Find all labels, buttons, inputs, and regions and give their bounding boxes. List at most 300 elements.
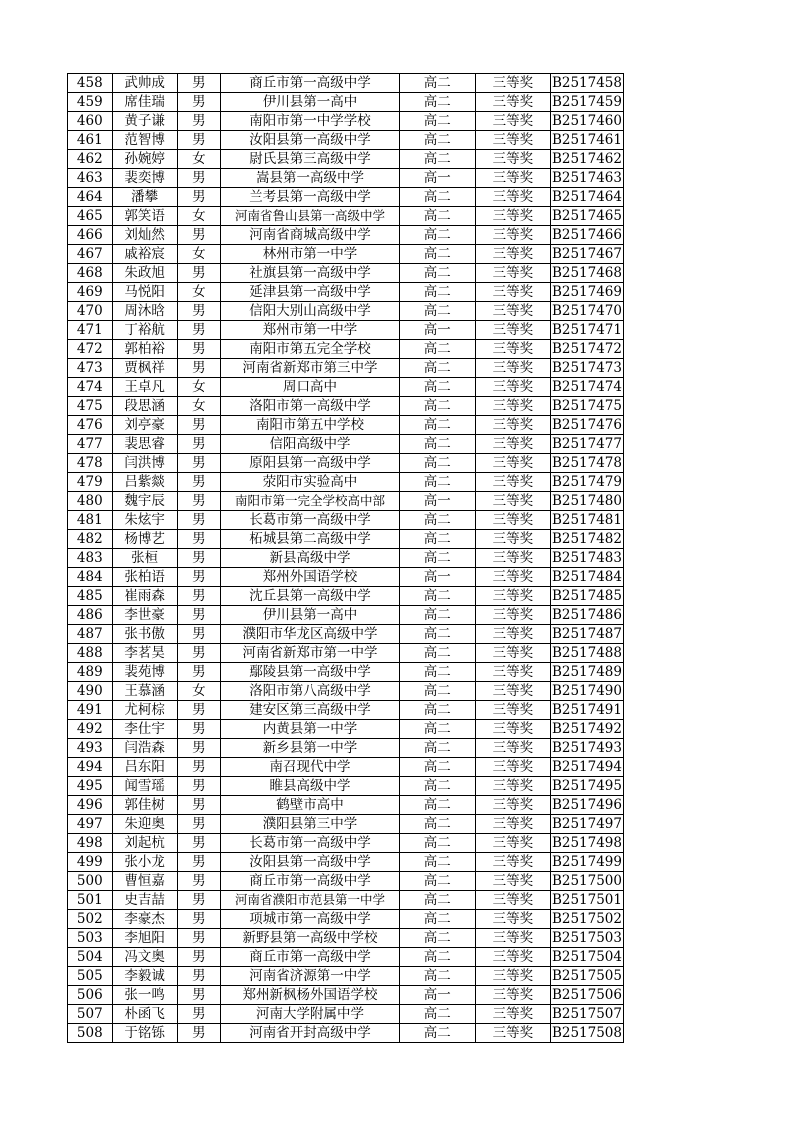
- student-name: 王卓凡: [112, 378, 177, 397]
- student-name: 魏宇辰: [112, 492, 177, 511]
- grade-level: 高二: [399, 720, 475, 739]
- school-name: 新县高级中学: [221, 549, 400, 568]
- certificate-number: B2517490: [551, 683, 622, 699]
- certificate-number: B2517482: [551, 531, 622, 547]
- award-level: 三等奖: [475, 93, 550, 112]
- award-level: 三等奖: [475, 492, 550, 511]
- award-level: 三等奖: [475, 264, 550, 283]
- grade-level: 高一: [399, 169, 475, 188]
- row-number: 477: [68, 435, 113, 454]
- award-list-table: [67, 73, 624, 1043]
- student-gender: 男: [177, 834, 221, 853]
- certificate-number: B2517503: [551, 930, 622, 946]
- certificate-number: B2517465: [551, 208, 622, 224]
- student-gender: 男: [177, 131, 221, 150]
- student-name: 李茗昊: [112, 644, 177, 663]
- grade-level: 高二: [399, 245, 475, 264]
- student-name: 裴思睿: [112, 435, 177, 454]
- school-name: 柘城县第二高级中学: [221, 530, 400, 549]
- student-gender: 男: [177, 929, 221, 948]
- certificate-number: B2517468: [551, 265, 622, 281]
- school-name: 河南省鲁山县第一高级中学: [221, 207, 400, 226]
- certificate-number: B2517461: [551, 132, 622, 148]
- certificate-number: B2517470: [551, 303, 622, 319]
- student-gender: 男: [177, 606, 221, 625]
- certificate-number: B2517462: [551, 151, 622, 167]
- award-level: 三等奖: [475, 986, 550, 1005]
- award-level: 三等奖: [475, 606, 550, 625]
- student-gender: 男: [177, 549, 221, 568]
- award-level: 三等奖: [475, 1005, 550, 1024]
- award-level: 三等奖: [475, 435, 550, 454]
- student-name: 闫浩森: [112, 739, 177, 758]
- table-row: [68, 853, 624, 872]
- award-level: 三等奖: [475, 416, 550, 435]
- award-level: 三等奖: [475, 473, 550, 492]
- school-name: 郑州市第一中学: [221, 321, 400, 340]
- grade-level: 高二: [399, 93, 475, 112]
- student-name: 朱迎奥: [112, 815, 177, 834]
- award-level: 三等奖: [475, 777, 550, 796]
- school-name: 长葛市第一高级中学: [221, 511, 400, 530]
- student-gender: 男: [177, 891, 221, 910]
- student-gender: 男: [177, 74, 221, 93]
- certificate-number: B2517483: [551, 550, 622, 566]
- student-gender: 男: [177, 359, 221, 378]
- student-gender: 男: [177, 701, 221, 720]
- table-row: [68, 359, 624, 378]
- certificate-number: B2517485: [551, 588, 622, 604]
- award-level: 三等奖: [475, 150, 550, 169]
- row-number: 490: [68, 682, 113, 701]
- student-name: 冯文奥: [112, 948, 177, 967]
- certificate-number: B2517508: [551, 1025, 622, 1041]
- student-gender: 男: [177, 967, 221, 986]
- grade-level: 高二: [399, 834, 475, 853]
- table-row: [68, 929, 624, 948]
- student-gender: 男: [177, 796, 221, 815]
- student-name: 戚裕宸: [112, 245, 177, 264]
- grade-level: 高二: [399, 264, 475, 283]
- award-level: 三等奖: [475, 967, 550, 986]
- grade-level: 高二: [399, 454, 475, 473]
- student-name: 张柏语: [112, 568, 177, 587]
- certificate-number: B2517473: [551, 360, 622, 376]
- award-level: 三等奖: [475, 169, 550, 188]
- table-row: [68, 568, 624, 587]
- school-name: 林州市第一中学: [221, 245, 400, 264]
- student-name: 贾枫祥: [112, 359, 177, 378]
- award-level: 三等奖: [475, 701, 550, 720]
- grade-level: 高二: [399, 150, 475, 169]
- table-row: [68, 511, 624, 530]
- certificate-number: B2517496: [551, 797, 622, 813]
- row-number: 467: [68, 245, 113, 264]
- table-row: [68, 872, 624, 891]
- school-name: 尉氏县第三高级中学: [221, 150, 400, 169]
- award-level: 三等奖: [475, 530, 550, 549]
- grade-level: 高二: [399, 1005, 475, 1024]
- row-number: 470: [68, 302, 113, 321]
- school-name: 河南大学附属中学: [221, 1005, 400, 1024]
- student-name: 朱炫宇: [112, 511, 177, 530]
- grade-level: 高二: [399, 1024, 475, 1043]
- table-row: [68, 701, 624, 720]
- row-number: 497: [68, 815, 113, 834]
- student-name: 刘亭豪: [112, 416, 177, 435]
- school-name: 河南省新郑市第三中学: [221, 359, 400, 378]
- grade-level: 高二: [399, 207, 475, 226]
- grade-level: 高一: [399, 986, 475, 1005]
- table-row: [68, 226, 624, 245]
- table-row: [68, 644, 624, 663]
- certificate-number: B2517478: [551, 455, 622, 471]
- student-name: 张一鸣: [112, 986, 177, 1005]
- school-name: 鹤壁市高中: [221, 796, 400, 815]
- row-number: 463: [68, 169, 113, 188]
- award-level: 三等奖: [475, 397, 550, 416]
- row-number: 489: [68, 663, 113, 682]
- row-number: 504: [68, 948, 113, 967]
- grade-level: 高二: [399, 891, 475, 910]
- student-gender: 男: [177, 473, 221, 492]
- table-row: [68, 834, 624, 853]
- grade-level: 高二: [399, 226, 475, 245]
- certificate-number: B2517493: [551, 740, 622, 756]
- certificate-number: B2517506: [551, 987, 622, 1003]
- row-number: 465: [68, 207, 113, 226]
- table-row: [68, 302, 624, 321]
- table-row: [68, 131, 624, 150]
- school-name: 河南省开封高级中学: [221, 1024, 400, 1043]
- student-name: 曹恒嘉: [112, 872, 177, 891]
- school-name: 荥阳市实验高中: [221, 473, 400, 492]
- certificate-number: B2517484: [551, 569, 622, 585]
- student-name: 裴奕博: [112, 169, 177, 188]
- student-gender: 男: [177, 511, 221, 530]
- student-gender: 男: [177, 302, 221, 321]
- row-number: 480: [68, 492, 113, 511]
- student-gender: 男: [177, 777, 221, 796]
- student-name: 吕紫燚: [112, 473, 177, 492]
- student-gender: 男: [177, 644, 221, 663]
- row-number: 483: [68, 549, 113, 568]
- grade-level: 高二: [399, 587, 475, 606]
- school-name: 郑州新枫杨外国语学校: [221, 986, 400, 1005]
- certificate-number: B2517460: [551, 113, 622, 129]
- school-name: 项城市第一高级中学: [221, 910, 400, 929]
- student-name: 潘攀: [112, 188, 177, 207]
- table-row: [68, 93, 624, 112]
- student-name: 朱政旭: [112, 264, 177, 283]
- school-name: 河南省济源第一中学: [221, 967, 400, 986]
- certificate-number: B2517488: [551, 645, 622, 661]
- row-number: 485: [68, 587, 113, 606]
- student-name: 周沐晗: [112, 302, 177, 321]
- award-level: 三等奖: [475, 378, 550, 397]
- school-name: 郑州外国语学校: [221, 568, 400, 587]
- student-gender: 男: [177, 435, 221, 454]
- school-name: 信阳大别山高级中学: [221, 302, 400, 321]
- grade-level: 高二: [399, 112, 475, 131]
- student-name: 段思涵: [112, 397, 177, 416]
- school-name: 建安区第三高级中学: [221, 701, 400, 720]
- grade-level: 高二: [399, 815, 475, 834]
- table-row: [68, 815, 624, 834]
- row-number: 459: [68, 93, 113, 112]
- student-gender: 男: [177, 112, 221, 131]
- grade-level: 高二: [399, 378, 475, 397]
- table-row: [68, 435, 624, 454]
- row-number: 466: [68, 226, 113, 245]
- row-number: 506: [68, 986, 113, 1005]
- award-level: 三等奖: [475, 853, 550, 872]
- grade-level: 高二: [399, 872, 475, 891]
- school-name: 新乡县第一中学: [221, 739, 400, 758]
- school-name: 商丘市第一高级中学: [221, 74, 400, 93]
- row-number: 474: [68, 378, 113, 397]
- student-name: 尤柯棕: [112, 701, 177, 720]
- certificate-number: B2517507: [551, 1006, 622, 1022]
- award-level: 三等奖: [475, 625, 550, 644]
- school-name: 内黄县第一中学: [221, 720, 400, 739]
- certificate-number: B2517491: [551, 702, 622, 718]
- row-number: 482: [68, 530, 113, 549]
- grade-level: 高二: [399, 435, 475, 454]
- table-row: [68, 340, 624, 359]
- student-name: 孙婉婷: [112, 150, 177, 169]
- certificate-number: B2517458: [551, 75, 622, 91]
- row-number: 505: [68, 967, 113, 986]
- school-name: 河南省濮阳市范县第一中学: [221, 891, 400, 910]
- student-name: 崔雨森: [112, 587, 177, 606]
- student-gender: 男: [177, 815, 221, 834]
- school-name: 河南省新郑市第一中学: [221, 644, 400, 663]
- award-level: 三等奖: [475, 929, 550, 948]
- certificate-number: B2517480: [551, 493, 622, 509]
- row-number: 478: [68, 454, 113, 473]
- table-row: [68, 492, 624, 511]
- student-name: 李旭阳: [112, 929, 177, 948]
- row-number: 462: [68, 150, 113, 169]
- row-number: 476: [68, 416, 113, 435]
- row-number: 494: [68, 758, 113, 777]
- grade-level: 高二: [399, 777, 475, 796]
- student-name: 郭柏裕: [112, 340, 177, 359]
- school-name: 嵩县第一高级中学: [221, 169, 400, 188]
- certificate-number: B2517469: [551, 284, 622, 300]
- award-list-body: [68, 74, 624, 1043]
- table-row: [68, 758, 624, 777]
- student-gender: 男: [177, 93, 221, 112]
- award-level: 三等奖: [475, 872, 550, 891]
- school-name: 汝阳县第一高级中学: [221, 853, 400, 872]
- row-number: 468: [68, 264, 113, 283]
- table-row: [68, 948, 624, 967]
- student-name: 裴苑博: [112, 663, 177, 682]
- row-number: 493: [68, 739, 113, 758]
- student-gender: 男: [177, 340, 221, 359]
- student-gender: 男: [177, 853, 221, 872]
- student-name: 李豪杰: [112, 910, 177, 929]
- table-row: [68, 188, 624, 207]
- table-row: [68, 910, 624, 929]
- certificate-number: B2517477: [551, 436, 622, 452]
- table-row: [68, 473, 624, 492]
- certificate-number: B2517494: [551, 759, 622, 775]
- row-number: 460: [68, 112, 113, 131]
- table-row: [68, 682, 624, 701]
- grade-level: 高一: [399, 492, 475, 511]
- student-name: 郭佳树: [112, 796, 177, 815]
- school-name: 鄢陵县第一高级中学: [221, 663, 400, 682]
- row-number: 473: [68, 359, 113, 378]
- grade-level: 高二: [399, 74, 475, 93]
- student-gender: 男: [177, 188, 221, 207]
- student-name: 李毅诚: [112, 967, 177, 986]
- student-name: 吕东阳: [112, 758, 177, 777]
- row-number: 469: [68, 283, 113, 302]
- school-name: 兰考县第一高级中学: [221, 188, 400, 207]
- award-level: 三等奖: [475, 207, 550, 226]
- row-number: 508: [68, 1024, 113, 1043]
- grade-level: 高二: [399, 302, 475, 321]
- grade-level: 高二: [399, 511, 475, 530]
- school-name: 伊川县第一高中: [221, 93, 400, 112]
- school-name: 信阳高级中学: [221, 435, 400, 454]
- student-gender: 男: [177, 169, 221, 188]
- award-level: 三等奖: [475, 454, 550, 473]
- certificate-number: B2517502: [551, 911, 622, 927]
- certificate-number: B2517479: [551, 474, 622, 490]
- award-level: 三等奖: [475, 739, 550, 758]
- table-row: [68, 397, 624, 416]
- student-name: 黄子谦: [112, 112, 177, 131]
- student-gender: 男: [177, 226, 221, 245]
- student-name: 刘灿然: [112, 226, 177, 245]
- student-gender: 男: [177, 568, 221, 587]
- table-row: [68, 207, 624, 226]
- grade-level: 高二: [399, 929, 475, 948]
- student-gender: 男: [177, 264, 221, 283]
- row-number: 502: [68, 910, 113, 929]
- school-name: 睢县高级中学: [221, 777, 400, 796]
- table-row: [68, 245, 624, 264]
- award-level: 三等奖: [475, 910, 550, 929]
- student-gender: 男: [177, 587, 221, 606]
- certificate-number: B2517464: [551, 189, 622, 205]
- student-gender: 男: [177, 739, 221, 758]
- student-gender: 男: [177, 454, 221, 473]
- award-level: 三等奖: [475, 587, 550, 606]
- grade-level: 高二: [399, 758, 475, 777]
- student-name: 郭笑语: [112, 207, 177, 226]
- award-level: 三等奖: [475, 340, 550, 359]
- certificate-number: B2517481: [551, 512, 622, 528]
- student-gender: 男: [177, 321, 221, 340]
- student-name: 张桓: [112, 549, 177, 568]
- row-number: 475: [68, 397, 113, 416]
- school-name: 商丘市第一高级中学: [221, 872, 400, 891]
- certificate-number: B2517495: [551, 778, 622, 794]
- school-name: 伊川县第一高中: [221, 606, 400, 625]
- grade-level: 高二: [399, 416, 475, 435]
- school-name: 南召现代中学: [221, 758, 400, 777]
- award-level: 三等奖: [475, 359, 550, 378]
- row-number: 499: [68, 853, 113, 872]
- table-row: [68, 454, 624, 473]
- table-row: [68, 625, 624, 644]
- student-name: 闻雪瑶: [112, 777, 177, 796]
- school-name: 沈丘县第一高级中学: [221, 587, 400, 606]
- award-level: 三等奖: [475, 891, 550, 910]
- row-number: 488: [68, 644, 113, 663]
- table-row: [68, 321, 624, 340]
- row-number: 479: [68, 473, 113, 492]
- row-number: 471: [68, 321, 113, 340]
- student-gender: 男: [177, 530, 221, 549]
- school-name: 洛阳市第一高级中学: [221, 397, 400, 416]
- student-name: 李世豪: [112, 606, 177, 625]
- grade-level: 高二: [399, 530, 475, 549]
- grade-level: 高二: [399, 473, 475, 492]
- award-level: 三等奖: [475, 948, 550, 967]
- school-name: 周口高中: [221, 378, 400, 397]
- award-level: 三等奖: [475, 283, 550, 302]
- certificate-number: B2517501: [551, 892, 622, 908]
- table-row: [68, 986, 624, 1005]
- award-level: 三等奖: [475, 815, 550, 834]
- row-number: 461: [68, 131, 113, 150]
- grade-level: 高一: [399, 568, 475, 587]
- table-row: [68, 1024, 624, 1043]
- grade-level: 高二: [399, 606, 475, 625]
- table-row: [68, 891, 624, 910]
- certificate-number: B2517463: [551, 170, 622, 186]
- certificate-number: B2517459: [551, 94, 622, 110]
- school-name: 长葛市第一高级中学: [221, 834, 400, 853]
- row-number: 458: [68, 74, 113, 93]
- grade-level: 高一: [399, 321, 475, 340]
- row-number: 503: [68, 929, 113, 948]
- grade-level: 高二: [399, 739, 475, 758]
- award-level: 三等奖: [475, 682, 550, 701]
- certificate-number: B2517472: [551, 341, 622, 357]
- award-level: 三等奖: [475, 302, 550, 321]
- certificate-number: B2517467: [551, 246, 622, 262]
- grade-level: 高二: [399, 967, 475, 986]
- award-level: 三等奖: [475, 549, 550, 568]
- school-name: 社旗县第一高级中学: [221, 264, 400, 283]
- row-number: 501: [68, 891, 113, 910]
- student-gender: 男: [177, 625, 221, 644]
- student-name: 王慕涵: [112, 682, 177, 701]
- award-level: 三等奖: [475, 112, 550, 131]
- student-gender: 男: [177, 720, 221, 739]
- grade-level: 高二: [399, 644, 475, 663]
- school-name: 濮阳县第三中学: [221, 815, 400, 834]
- table-row: [68, 530, 624, 549]
- school-name: 原阳县第一高级中学: [221, 454, 400, 473]
- school-name: 南阳市第一完全学校高中部: [221, 492, 400, 511]
- table-row: [68, 264, 624, 283]
- award-level: 三等奖: [475, 644, 550, 663]
- table-row: [68, 549, 624, 568]
- student-gender: 男: [177, 1005, 221, 1024]
- grade-level: 高二: [399, 359, 475, 378]
- row-number: 472: [68, 340, 113, 359]
- grade-level: 高二: [399, 948, 475, 967]
